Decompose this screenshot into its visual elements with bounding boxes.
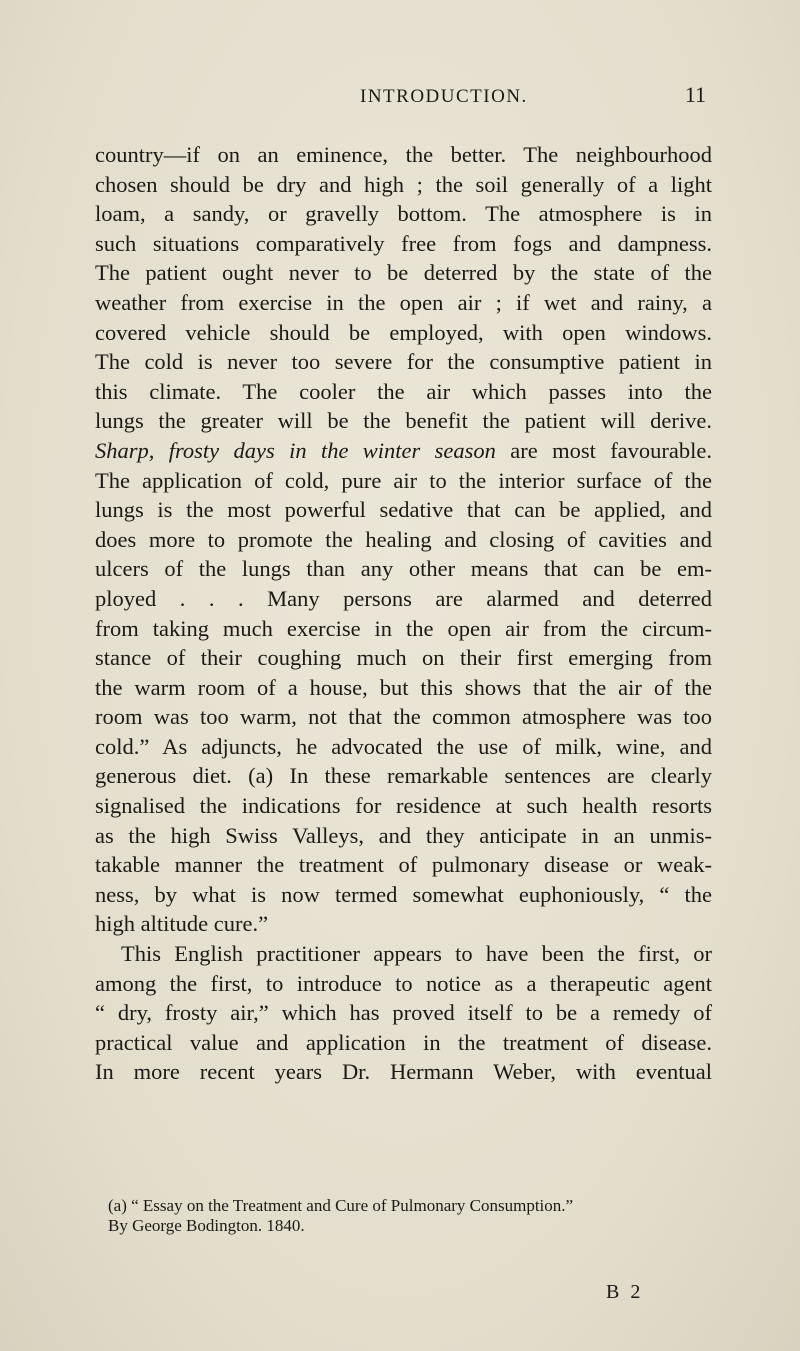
text-line: The application of cold, pure air to the interior surface of the <box>95 467 712 493</box>
text-line: chosen should be dry and high ; the soil generally of a light <box>95 171 712 197</box>
text-line: room was too warm, not that the common atmosphere was too <box>95 704 712 730</box>
text-line: weather from exercise in the open air ; if wet and rainy, a <box>95 289 712 315</box>
text-line: ployed . . . Many persons are alarmed and deterred <box>95 585 712 611</box>
italic-line-rest: are most favourable. <box>495 437 712 463</box>
text-line: signalised the indications for residence at such health resorts <box>95 793 712 819</box>
text-line: In more recent years Dr. Hermann Weber, with eventual <box>95 1059 712 1085</box>
text-line: this climate. The cooler the air which passes into the <box>95 378 712 404</box>
text-line: loam, a sandy, or gravelly bottom. The atmosphere is in <box>95 201 712 227</box>
text-line: takable manner the treatment of pulmonary disease or weak- <box>95 852 712 878</box>
body-text <box>95 140 712 1087</box>
text-line: cold.” As adjuncts, he advocated the use of milk, wine, and <box>95 733 712 759</box>
text-line: among the first, to introduce to notice as a therapeutic agent <box>95 970 712 996</box>
text-line: as the high Swiss Valleys, and they anticipate in an unmis- <box>95 822 712 848</box>
footnote-line: (a) “ Essay on the Treatment and Cure of Pulmonary Consumption.” <box>108 1196 574 1215</box>
paragraph-start-line: This English practitioner appears to have been the first, or <box>121 941 712 967</box>
footnote <box>108 1196 708 1236</box>
text-line: stance of their coughing much on their first emerging from <box>95 645 712 671</box>
text-line: The patient ought never to be deterred by the state of the <box>95 260 712 286</box>
text-line: ness, by what is now termed somewhat euphoniously, “ the <box>95 881 712 907</box>
text-line: practical value and application in the treatment of disease. <box>95 1029 712 1055</box>
text-line: ulcers of the lungs than any other means that can be em- <box>95 556 712 582</box>
text-line: from taking much exercise in the open air from the circum- <box>95 615 712 641</box>
page-number: 11 <box>684 82 706 107</box>
text-line: lungs is the most powerful sedative that can be applied, and <box>95 497 712 523</box>
text-line: country—if on an eminence, the better. The neighbourhood <box>95 142 712 167</box>
footnote-line: By George Bodington. 1840. <box>108 1216 305 1235</box>
text-line: generous diet. (a) In these remarkable sentences are clearly <box>95 763 712 789</box>
text-line: “ dry, frosty air,” which has proved itself to be a remedy of <box>95 1000 712 1026</box>
text-line: covered vehicle should be employed, with open windows. <box>95 319 712 345</box>
text-line: the warm room of a house, but this shows that the air of the <box>95 674 712 700</box>
running-head: INTRODUCTION. <box>360 86 528 107</box>
text-line: such situations comparatively free from fogs and dampness. <box>95 230 712 256</box>
italic-phrase: Sharp, frosty days in the winter season <box>95 437 496 463</box>
text-line: does more to promote the healing and closing of cavities and <box>95 526 712 552</box>
text-line: The cold is never too severe for the consumptive patient in <box>95 349 712 375</box>
text-line: lungs the greater will be the benefit the patient will derive. <box>95 408 712 434</box>
text-line-italic <box>95 436 712 466</box>
text-line: high altitude cure.” <box>95 911 269 937</box>
signature-mark: B 2 <box>606 1281 644 1303</box>
